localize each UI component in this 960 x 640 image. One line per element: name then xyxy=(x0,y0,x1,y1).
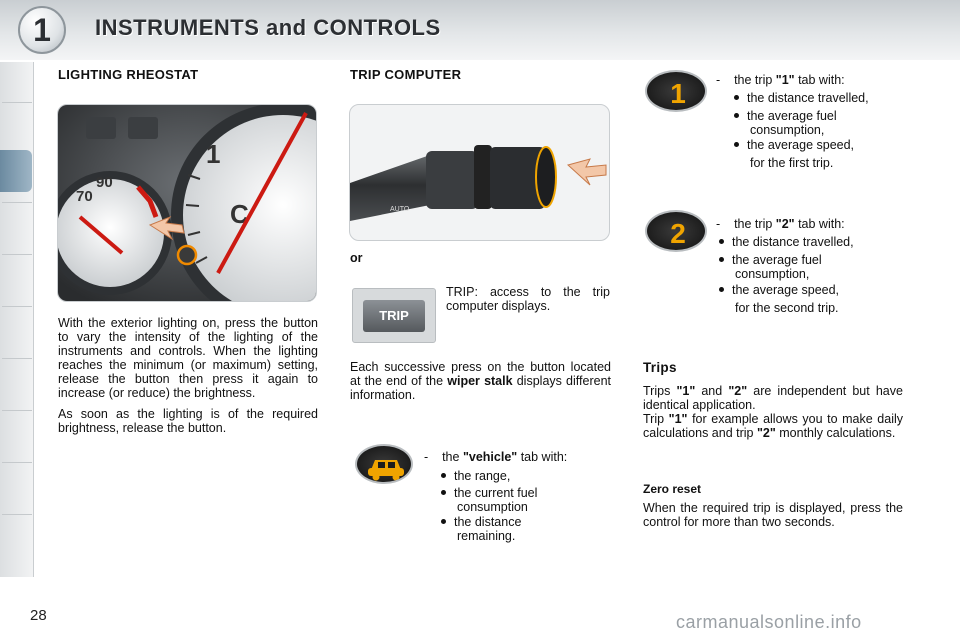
instrument-panel-photo xyxy=(57,104,317,302)
trips-text: for example allows you to make daily calculations and trip xyxy=(643,412,903,440)
trip2-item xyxy=(719,235,909,249)
trip2-prefix: the trip xyxy=(734,217,773,231)
trip-button-caption: TRIP: access to the trip computer displays. xyxy=(446,285,610,313)
vehicle-item-text: the distance remaining. xyxy=(454,515,522,543)
trip-computer-heading: TRIP COMPUTER xyxy=(350,67,462,82)
trip1-item xyxy=(734,91,914,105)
bullet-dot xyxy=(734,113,739,118)
gauge-label-1: 1 xyxy=(206,139,221,169)
trips-text: Trips xyxy=(643,384,671,398)
bullet-dot xyxy=(441,490,446,495)
chapter-side-tabs xyxy=(0,62,34,577)
bullet-dot xyxy=(441,519,446,524)
trip2-suffix: tab with: xyxy=(798,217,845,231)
trip2-item xyxy=(719,253,894,281)
or-label: or xyxy=(350,251,363,265)
side-tab-divider xyxy=(2,358,32,359)
side-tab-divider xyxy=(2,254,32,255)
zero-reset-text: When the required trip is displayed, press the control for more than two seconds. xyxy=(643,501,903,529)
number-two-icon xyxy=(647,212,707,252)
vehicle-item-text: the current fuel consumption xyxy=(454,486,538,514)
trip1-item-text: the average speed, xyxy=(747,138,855,152)
trip2-item-text: the average speed, xyxy=(732,283,840,297)
vehicle-tab-icon xyxy=(355,444,413,484)
trip1-tab-name: "1" xyxy=(775,73,795,87)
trip1-item xyxy=(734,109,894,137)
bullet-dot xyxy=(719,287,724,292)
stalk-auto-label: AUTO xyxy=(390,206,410,213)
wiper-stalk-illustration xyxy=(350,105,610,241)
bullet-dot xyxy=(734,142,739,147)
gauge-label-c: C xyxy=(230,199,249,229)
trips-paragraph-1 xyxy=(643,384,903,412)
trip1-suffix: tab with: xyxy=(798,73,845,87)
lighting-rheostat-heading: LIGHTING RHEOSTAT xyxy=(58,67,199,82)
trip1-prefix: the trip xyxy=(734,73,773,87)
trip2-item-text: the average fuel consumption, xyxy=(732,253,822,281)
successive-press-text xyxy=(350,360,611,402)
displays-text: displays different information. xyxy=(350,374,611,402)
bullet-dot xyxy=(441,473,446,478)
trip-ref-1: "1" xyxy=(676,384,696,398)
trip1-line xyxy=(716,73,845,87)
vehicle-item xyxy=(441,486,581,514)
vehicle-tab-line xyxy=(424,450,567,464)
trip2-line xyxy=(716,217,845,231)
watermark-text: carmanualsonline.info xyxy=(676,612,862,632)
page-header xyxy=(0,0,960,60)
trips-heading: Trips xyxy=(643,360,677,375)
vehicle-prefix: the xyxy=(442,450,460,464)
side-tab-divider xyxy=(2,514,32,515)
trip2-tab-name: "2" xyxy=(775,217,795,231)
zero-reset-heading: Zero reset xyxy=(643,482,702,496)
trip-ref-2: "2" xyxy=(728,384,748,398)
dash-marker: - xyxy=(716,217,721,231)
trips-text: Trip xyxy=(643,412,665,426)
trip-ref-2: "2" xyxy=(756,426,776,440)
trip1-item-text: the distance travelled, xyxy=(747,91,869,105)
gauge-label-70: 70 xyxy=(76,188,93,205)
trips-text: and xyxy=(701,384,723,398)
trip1-footer: for the first trip. xyxy=(750,156,834,170)
number-one-icon xyxy=(647,72,707,112)
car-icon xyxy=(357,446,413,484)
side-tab-active[interactable] xyxy=(0,150,32,192)
vehicle-item xyxy=(441,469,591,483)
side-tab-divider xyxy=(2,410,32,411)
trip1-tab-icon xyxy=(645,70,707,112)
instrument-panel-illustration xyxy=(58,105,317,302)
side-tab-divider xyxy=(2,462,32,463)
trip1-item-text: the average fuel consumption, xyxy=(747,109,837,137)
wiper-stalk-term: wiper stalk xyxy=(447,374,513,388)
trip-button-frame xyxy=(352,288,436,343)
trips-text: are independent but have identical application. xyxy=(643,384,903,412)
trips-text: monthly calculations. xyxy=(779,426,896,440)
bullet-dot xyxy=(719,257,724,262)
chapter-title: INSTRUMENTS and CONTROLS xyxy=(95,15,441,40)
gauge-label-90: 90 xyxy=(96,174,113,191)
successive-press-lead: Each successive press on the button located at the end of the xyxy=(350,360,611,388)
bullet-dot xyxy=(719,239,724,244)
trip2-item xyxy=(719,283,904,297)
chapter-number-badge: 1 xyxy=(18,6,66,54)
side-tab-divider xyxy=(2,306,32,307)
vehicle-tab-name: "vehicle" xyxy=(462,450,518,464)
rheostat-paragraph-2: As soon as the lighting is of the required brightness, release the button. xyxy=(58,407,318,435)
trips-paragraph-2 xyxy=(643,412,903,440)
trip2-icon-number: 2 xyxy=(670,218,686,249)
bullet-dot xyxy=(734,95,739,100)
side-tab-divider xyxy=(2,102,32,103)
vehicle-item xyxy=(441,515,561,543)
page-number: 28 xyxy=(30,607,47,624)
trip2-footer: for the second trip. xyxy=(735,301,839,315)
wiper-stalk-photo xyxy=(349,104,610,241)
rheostat-paragraph-1: With the exterior lighting on, press the button to vary the intensity of the lighting of the instruments and controls. When the lighting reaches the minimum (or maximum) setting, release the button then press it again to increase (or reduce) the brightness. xyxy=(58,316,318,400)
trip-button[interactable]: TRIP xyxy=(363,300,425,332)
trip2-item-text: the distance travelled, xyxy=(732,235,854,249)
dash-marker: - xyxy=(716,73,721,87)
vehicle-item-text: the range, xyxy=(454,469,511,483)
trip-ref-1: "1" xyxy=(668,412,688,426)
vehicle-suffix: tab with: xyxy=(520,450,568,464)
trip1-icon-number: 1 xyxy=(670,78,686,109)
trip1-item xyxy=(734,138,904,152)
trip2-tab-icon xyxy=(645,210,707,252)
dash-marker: - xyxy=(424,450,429,464)
side-tab-divider xyxy=(2,202,32,203)
